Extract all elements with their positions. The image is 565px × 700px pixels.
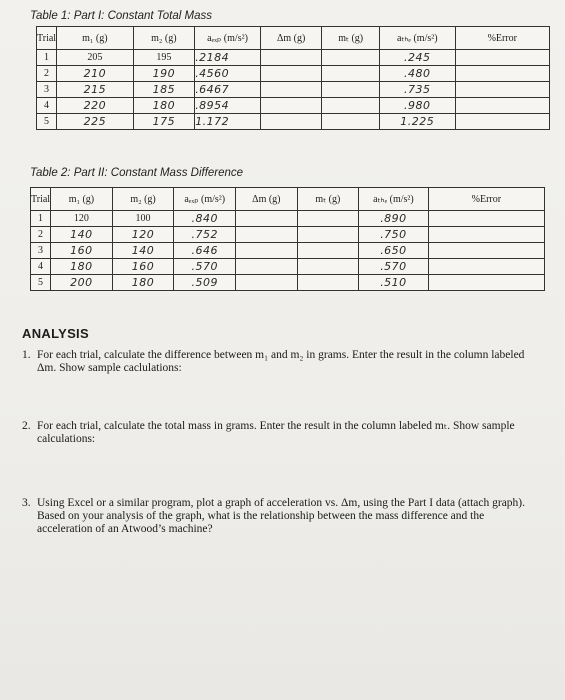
table-row xyxy=(37,98,550,114)
header-aexp: aₑₓₚ (m/s²) xyxy=(174,188,236,211)
header-mt: mₜ (g) xyxy=(297,188,359,211)
cell-athe: .570 xyxy=(359,259,429,275)
cell-mt[interactable] xyxy=(297,259,359,275)
cell-mt[interactable] xyxy=(322,66,380,82)
cell-dm[interactable] xyxy=(260,50,322,66)
cell-mt[interactable] xyxy=(322,82,380,98)
cell-athe: .980 xyxy=(379,98,455,114)
table-row xyxy=(31,211,545,227)
header-trial: Trial xyxy=(37,27,57,50)
question-number: 1. xyxy=(22,349,31,361)
cell-aexp: .646 xyxy=(174,243,236,259)
header-error: %Error xyxy=(455,27,549,50)
cell-athe: .735 xyxy=(379,82,455,98)
header-trial: Trial xyxy=(31,188,51,211)
cell-aexp: .752 xyxy=(174,227,236,243)
table-row xyxy=(37,114,550,130)
cell-m1: 200 xyxy=(51,275,113,291)
header-error: %Error xyxy=(428,188,544,211)
header-dm: Δm (g) xyxy=(236,188,298,211)
cell-m1: 220 xyxy=(57,98,133,114)
cell-error[interactable] xyxy=(455,50,549,66)
table2-caption: Table 2: Part II: Constant Mass Difference xyxy=(30,167,244,179)
cell-dm[interactable] xyxy=(236,259,298,275)
question-line: For each trial, calculate the total mass in grams. Enter the result in the column labeled mₜ. Show sample xyxy=(37,420,515,432)
cell-trial: 5 xyxy=(37,114,57,130)
question-line: Δm. Show sample caclulations: xyxy=(37,362,182,374)
question-text xyxy=(37,497,525,536)
cell-m2: 190 xyxy=(133,66,195,82)
cell-trial: 3 xyxy=(37,82,57,98)
table-header-row xyxy=(37,27,550,50)
cell-aexp: .509 xyxy=(174,275,236,291)
cell-aexp: .2184 xyxy=(195,50,261,66)
cell-error[interactable] xyxy=(455,98,549,114)
header-dm: Δm (g) xyxy=(260,27,322,50)
cell-m2: 185 xyxy=(133,82,195,98)
header-m1: m₁ (g) xyxy=(51,188,113,211)
cell-error[interactable] xyxy=(428,243,544,259)
cell-m1: 210 xyxy=(57,66,133,82)
table-part2 xyxy=(30,187,545,291)
cell-trial: 2 xyxy=(37,66,57,82)
table-row xyxy=(31,243,545,259)
cell-m1: 140 xyxy=(51,227,113,243)
table-row xyxy=(31,227,545,243)
cell-mt[interactable] xyxy=(297,211,359,227)
cell-aexp: .6467 xyxy=(195,82,261,98)
question-number: 2. xyxy=(22,420,31,432)
cell-m2: 180 xyxy=(133,98,195,114)
cell-m2: 160 xyxy=(112,259,174,275)
question-line: For each trial, calculate the difference between m₁ and m₂ in grams. Enter the result in the column labeled xyxy=(37,349,525,361)
question-line: calculations: xyxy=(37,433,96,445)
cell-dm[interactable] xyxy=(260,66,322,82)
cell-athe: .750 xyxy=(359,227,429,243)
cell-m2: 100 xyxy=(112,211,174,227)
cell-aexp: .570 xyxy=(174,259,236,275)
cell-mt[interactable] xyxy=(297,243,359,259)
cell-trial: 1 xyxy=(37,50,57,66)
table-row xyxy=(37,66,550,82)
analysis-heading: ANALYSIS xyxy=(22,326,89,341)
cell-dm[interactable] xyxy=(236,227,298,243)
cell-aexp: 1.172 xyxy=(195,114,261,130)
table-row xyxy=(31,275,545,291)
question-text xyxy=(37,349,524,375)
cell-mt[interactable] xyxy=(322,98,380,114)
cell-error[interactable] xyxy=(428,259,544,275)
cell-error[interactable] xyxy=(455,66,549,82)
cell-trial: 1 xyxy=(31,211,51,227)
cell-trial: 4 xyxy=(37,98,57,114)
question-text xyxy=(37,420,515,446)
cell-dm[interactable] xyxy=(236,211,298,227)
header-athe: aₜₕₑ (m/s²) xyxy=(379,27,455,50)
cell-dm[interactable] xyxy=(236,243,298,259)
table-header-row xyxy=(31,188,545,211)
table-row xyxy=(31,259,545,275)
cell-error[interactable] xyxy=(428,227,544,243)
cell-error[interactable] xyxy=(455,82,549,98)
cell-error[interactable] xyxy=(428,211,544,227)
cell-trial: 4 xyxy=(31,259,51,275)
cell-aexp: .8954 xyxy=(195,98,261,114)
cell-trial: 5 xyxy=(31,275,51,291)
header-m1: m₁ (g) xyxy=(57,27,133,50)
cell-m1: 225 xyxy=(57,114,133,130)
cell-m1: 180 xyxy=(51,259,113,275)
question-line: Based on your analysis of the graph, what is the relationship between the mass difference and the xyxy=(37,510,485,522)
table-row xyxy=(37,50,550,66)
cell-mt[interactable] xyxy=(322,114,380,130)
table-row xyxy=(37,82,550,98)
question-line: Using Excel or a similar program, plot a graph of acceleration vs. Δm, using the Part I data (attach graph). xyxy=(37,497,525,509)
cell-dm[interactable] xyxy=(260,114,322,130)
cell-dm[interactable] xyxy=(260,82,322,98)
question-number: 3. xyxy=(22,497,31,509)
cell-mt[interactable] xyxy=(297,275,359,291)
cell-trial: 2 xyxy=(31,227,51,243)
cell-error[interactable] xyxy=(455,114,549,130)
cell-m2: 120 xyxy=(112,227,174,243)
header-mt: mₜ (g) xyxy=(322,27,380,50)
cell-m2: 195 xyxy=(133,50,195,66)
header-aexp: aₑₓₚ (m/s²) xyxy=(195,27,261,50)
cell-athe: .510 xyxy=(359,275,429,291)
cell-m2: 175 xyxy=(133,114,195,130)
cell-m2: 180 xyxy=(112,275,174,291)
header-m2: m₂ (g) xyxy=(112,188,174,211)
header-athe: aₜₕₑ (m/s²) xyxy=(359,188,429,211)
cell-athe: .650 xyxy=(359,243,429,259)
cell-athe: .890 xyxy=(359,211,429,227)
cell-athe: 1.225 xyxy=(379,114,455,130)
cell-trial: 3 xyxy=(31,243,51,259)
cell-m1: 205 xyxy=(57,50,133,66)
cell-m1: 215 xyxy=(57,82,133,98)
cell-m2: 140 xyxy=(112,243,174,259)
table1-caption: Table 1: Part I: Constant Total Mass xyxy=(30,10,212,22)
cell-dm[interactable] xyxy=(236,275,298,291)
question-line: acceleration of an Atwood’s machine? xyxy=(37,523,213,535)
cell-mt[interactable] xyxy=(297,227,359,243)
cell-aexp: .4560 xyxy=(195,66,261,82)
header-m2: m₂ (g) xyxy=(133,27,195,50)
cell-athe: .480 xyxy=(379,66,455,82)
cell-error[interactable] xyxy=(428,275,544,291)
cell-dm[interactable] xyxy=(260,98,322,114)
cell-aexp: .840 xyxy=(174,211,236,227)
cell-mt[interactable] xyxy=(322,50,380,66)
cell-m1: 120 xyxy=(51,211,113,227)
table-part1 xyxy=(36,26,550,130)
cell-athe: .245 xyxy=(379,50,455,66)
cell-m1: 160 xyxy=(51,243,113,259)
